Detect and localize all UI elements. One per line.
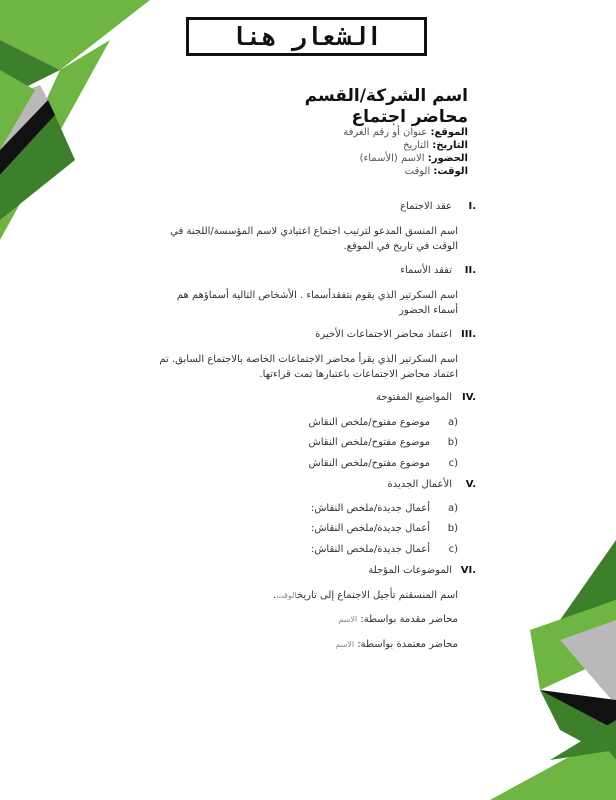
section-number: II. [464, 265, 476, 276]
location-value: عنوان أو رقم الغرفة [343, 127, 428, 138]
list-item [311, 503, 458, 514]
list-item [309, 417, 458, 428]
section-heading [400, 265, 476, 276]
location-row [343, 126, 468, 139]
date-row [343, 139, 468, 152]
item-text: أعمال جديدة/ملخص النقاش: [310, 503, 430, 514]
submitted-label: محاضر مقدمة بواسطة: [360, 614, 458, 625]
approved-name: الاسم [335, 640, 355, 649]
submitted-name: الاسم [338, 615, 358, 624]
section-heading [376, 392, 476, 403]
item-letter: a) [447, 503, 458, 514]
section-title: تفقد الأسماء [400, 265, 452, 276]
paragraph: اسم السكرتير الذي يقوم بتفقدأسماء . الأشخاص التالية أسماؤهم هم أسماء الحضور [176, 290, 458, 316]
document-title: محاضر اجتماع [351, 107, 468, 127]
company-name: اسم الشركة/القسم [304, 86, 468, 106]
section-title: الموضوعات المؤجلة [368, 565, 452, 576]
approved-label: محاضر معتمدة بواسطة: [357, 639, 458, 650]
section-title: المواضيع المفتوحة [376, 392, 452, 403]
section-number: I. [468, 201, 476, 212]
item-letter: b) [447, 523, 458, 534]
section-number: VI. [460, 565, 476, 576]
section-heading [387, 479, 476, 490]
location-label: الموقع: [430, 127, 468, 138]
paragraph: اسم السكرتير الذي يقرأ محاضر الاجتماعات الخاصة بالاجتماع السابق. تم اعتماد محاضر الاجتماعات باعتبارها تمت قراءتها. [159, 354, 458, 380]
list-item [311, 523, 458, 534]
attendance-label: الحضور: [427, 153, 468, 164]
item-text: موضوع مفتوح/ملخص النقاش [308, 437, 430, 448]
section-title: عقد الاجتماع [400, 201, 452, 212]
time-value: الوقت [404, 166, 431, 177]
time-label: الوقت: [433, 166, 468, 177]
section-heading [400, 201, 476, 212]
adjourn-line [273, 590, 458, 601]
section-number: IV. [462, 392, 476, 403]
item-letter: a) [447, 417, 458, 428]
item-letter: c) [448, 458, 458, 469]
approved-by [335, 639, 458, 650]
section-heading [315, 329, 476, 340]
adjourn-end: . [273, 590, 277, 601]
date-label: التاريخ: [432, 140, 468, 151]
logo-placeholder[interactable]: الشعار هنا [186, 17, 427, 56]
adjourn-text: اسم المنسقتم تأجيل الاجتماع إلى تاريخ [296, 590, 458, 601]
section-heading [368, 565, 476, 576]
list-item [311, 544, 458, 555]
section-title: الأعمال الجديدة [387, 479, 452, 490]
item-text: أعمال جديدة/ملخص النقاش: [310, 523, 430, 534]
list-item [309, 458, 458, 469]
list-item [309, 437, 458, 448]
section-title: اعتماد محاضر الاجتماعات الأخيرة [315, 329, 452, 340]
item-text: موضوع مفتوح/ملخص النقاش [308, 417, 430, 428]
paragraph: اسم المنسق المدعو لترتيب اجتماع اعتيادي لاسم المؤسسة/اللجنة في الوقت في تاريخ في الموقع. [170, 226, 458, 252]
adjourn-time: الوقت [276, 591, 297, 600]
item-letter: b) [447, 437, 458, 448]
item-text: موضوع مفتوح/ملخص النقاش [308, 458, 430, 469]
item-letter: c) [448, 544, 458, 555]
submitted-by [338, 614, 458, 625]
section-number: V. [465, 479, 476, 490]
time-row [343, 165, 468, 178]
item-text: أعمال جديدة/ملخص النقاش: [310, 544, 430, 555]
attendance-value: الاسم (الأسماء) [359, 153, 425, 164]
section-number: III. [461, 329, 476, 340]
meeting-details [343, 126, 468, 178]
attendance-row [343, 152, 468, 165]
date-value: التاريخ [403, 140, 430, 151]
